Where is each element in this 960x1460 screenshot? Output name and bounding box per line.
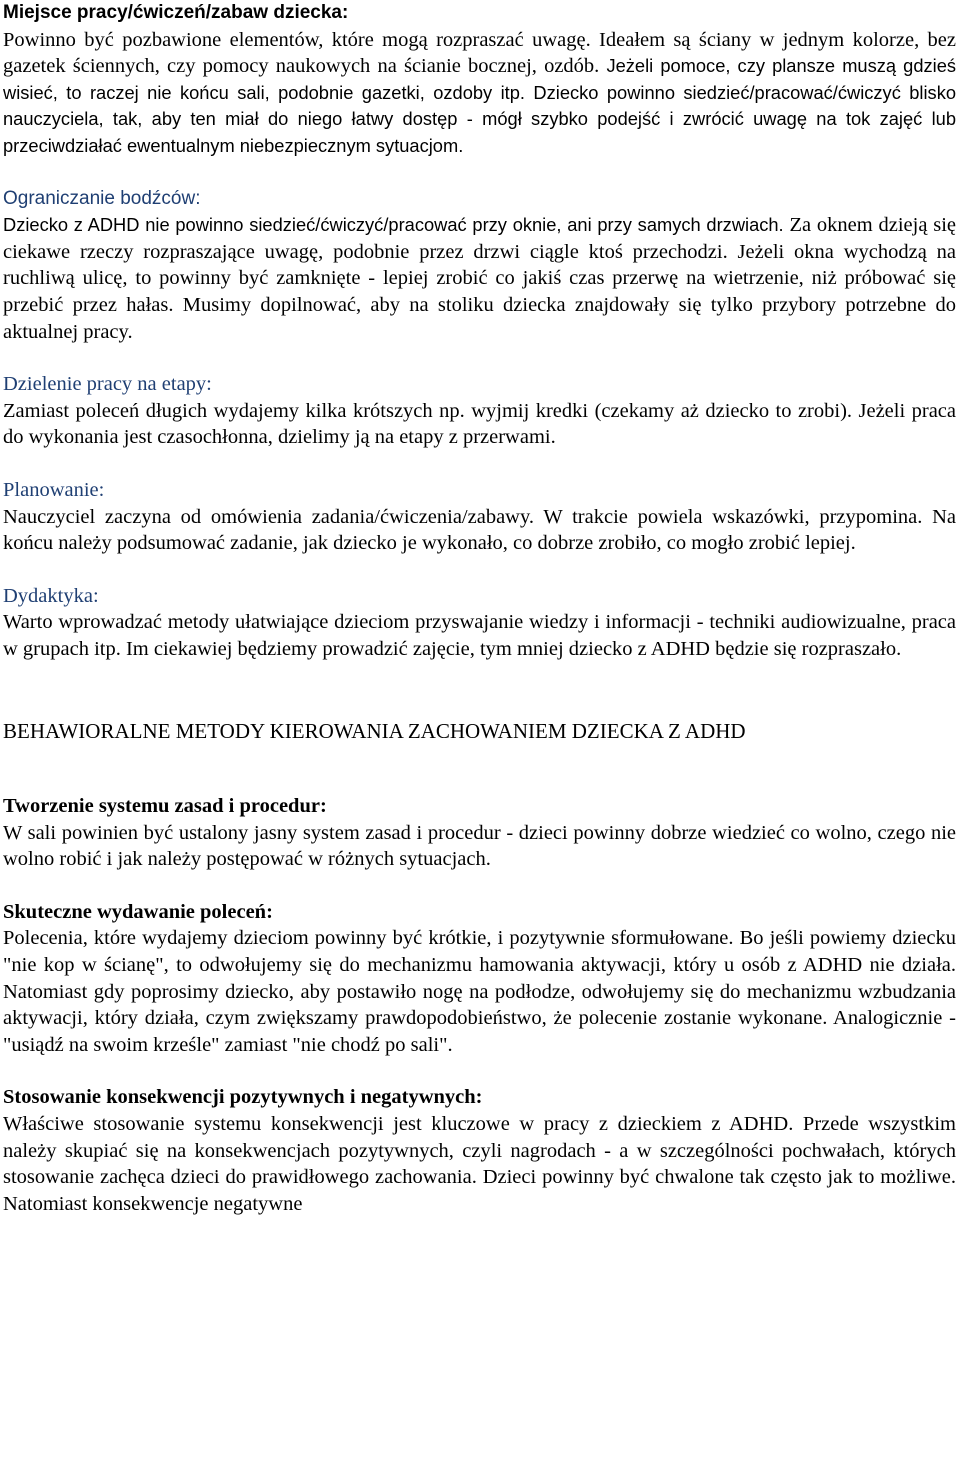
section-workplace <box>3 0 956 160</box>
section-paragraph: Zamiast poleceń długich wydajemy kilka krótszych np. wyjmij kredki (czekamy aż dziecko to zrobi). Jeżeli praca do wykonania jest czasochłonna, dzielimy ją na etapy z przerwami. <box>3 399 956 449</box>
section-paragraph: Nauczyciel zaczyna od omówienia zadania/ćwiczenia/zabawy. W trakcie powiela wskazówki, przypomina. Na końcu należy podsumować zadanie, jak dziecko je wykonało, co dobrze zrobiło, co mogło zrobić lepiej. <box>3 505 956 555</box>
section-paragraph <box>3 27 956 160</box>
section-paragraph: W sali powinien być ustalony jasny system zasad i procedur - dzieci powinny dobrze wiedzieć co wolno, czego nie wolno robić i jak należy postępować w różnych sytuacjach. <box>3 821 956 871</box>
section-paragraph <box>3 212 956 345</box>
paragraph-text: Za oknem dzieją się ciekawe rzeczy rozpraszające uwagę, podobnie przez drzwi ciągle ktoś przechodzi. Jeżeli okna wychodzą na ruchliwą ulicę, to powinny być zamknięte - lepiej zrobić co jakiś czas przerwę na wietrzenie, niż próbować się przebić przez hałas. Musimy dopilnować, aby na stoliku dziecka znajdowały się tylko przybory potrzebne do aktualnej pracy. <box>3 214 956 343</box>
section-commands <box>3 899 956 1059</box>
section-rules <box>3 793 956 873</box>
section-paragraph: Warto wprowadzać metody ułatwiające dzieciom przyswajanie wiedzy i informacji - techniki audiowizualne, praca w grupach itp. Im ciekawiej będziemy prowadzić zajęcie, tym mniej dziecko z ADHD będzie się rozpraszało. <box>3 611 956 660</box>
paragraph-text: Dziecko z ADHD nie powinno siedzieć/ćwiczyć/pracować przy oknie, ani przy samych drzwiach. <box>3 214 784 236</box>
section-heading: Planowanie: <box>3 478 105 501</box>
section-paragraph: Właściwe stosowanie systemu konsekwencji jest kluczowe w pracy z dzieckiem z ADHD. Przede wszystkim należy skupiać się na konsekwencjach pozytywnych, czyli nagrodach - a w szczególności pochwałach, których stosowanie zachęca dzieci do prawidłowego zachowania. Dzieci powinny być chwalone tak często jak to możliwe. Natomiast konsekwencje negatywne <box>3 1113 956 1215</box>
section-paragraph: Polecenia, które wydajemy dzieciom powinny być krótkie, i pozytywnie sformułowane. Bo jeśli powiemy dziecku "nie kop w ścianę", to odwołujemy się do mechanizmu hamowania aktywacji, który u osób z ADHD nie działa. Natomiast gdy poprosimy dziecko, aby postawiło nogę na podłodze, odwołujemy się do mechanizmu wzbudzania aktywacji, który działa, czym zwiększamy prawdopodobieństwo, że polecenie zostanie wykonane. Analogicznie - "usiądź na swoim krześle" zamiast "nie chodź po sali". <box>3 927 956 1056</box>
section-didactics <box>3 583 956 663</box>
main-title: BEHAWIORALNE METODY KIEROWANIA ZACHOWANIEM DZIECKA Z ADHD <box>3 719 746 744</box>
section-stimuli <box>3 186 956 346</box>
section-heading: Tworzenie systemu zasad i procedur: <box>3 795 327 818</box>
section-heading: Ograniczanie bodźców: <box>3 187 201 209</box>
section-stages <box>3 371 956 451</box>
section-heading: Dzielenie pracy na etapy: <box>3 373 212 396</box>
paragraph-text: Powinno być pozbawione elementów, które mogą rozpraszać uwagę. Ideałem są ściany w jednym kolorze, bez gazetek ściennych, czy pomocy naukowych na ścianie bocznej, ozdób. <box>3 28 956 78</box>
section-consequences <box>3 1084 956 1217</box>
section-heading: Skuteczne wydawanie poleceń: <box>3 900 273 923</box>
paragraph-text: Jeżeli pomoce, czy plansze muszą gdzieś wisieć, to raczej nie końcu sali, podobnie gazetki, ozdoby itp. Dziecko powinno siedzieć/pracować/ćwiczyć blisko nauczyciela, tak, aby ten miał do niego łatwy dostęp - mógł szybko podejść i zwrócić uwagę na tok zajęć lub przeciwdziałać ewentualnym niebezpiecznym sytuacjom. <box>3 55 957 156</box>
section-heading: Dydaktyka: <box>3 584 99 607</box>
section-heading: Stosowanie konsekwencji pozytywnych i negatywnych: <box>3 1086 483 1109</box>
section-planning <box>3 477 956 557</box>
section-heading: Miejsce pracy/ćwiczeń/zabaw dziecka: <box>3 2 349 23</box>
